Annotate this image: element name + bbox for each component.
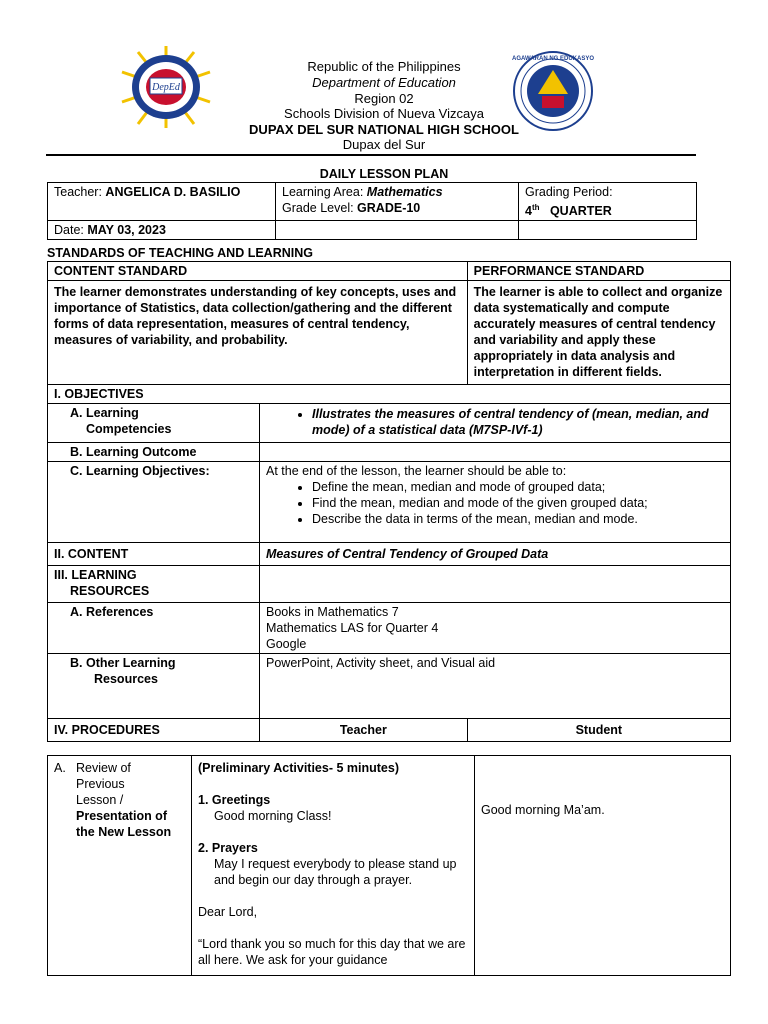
competencies-text: • Illustrates the measures of central tendency of (mean, median, and mode) of a statistical data (M7SP-IVf-1) [260,404,731,443]
references-label: A. References [48,603,260,654]
content-standard-text: The learner demonstrates understanding of key concepts, uses and importance of Statistics, data collection/gathering and the different forms of data representation, measures of central tendency, measures of variability, and probability. [48,281,468,385]
procedures-table [47,755,731,976]
other-resources-text: PowerPoint, Activity sheet, and Visual aid [260,654,731,719]
header-department: Department of Education [312,75,456,90]
empty-cell [276,221,519,240]
reference-item: Google [266,637,307,651]
header-town: Dupax del Sur [342,137,426,152]
svg-text:KAGAWARAN NG EDUKASYON: KAGAWARAN NG EDUKASYON [512,56,594,62]
prayer-quote: “Lord thank you so much for this day that we are all here. We ask for your guidance [198,937,466,967]
teacher-cell: Teacher: ANGELICA D. BASILIO [48,183,276,221]
content-label: II. CONTENT [48,543,260,566]
header-region: Region 02 [354,91,414,106]
dear-lord: Dear Lord, [198,905,258,919]
resources-empty [260,566,731,603]
outcome-text [260,443,731,462]
header-school: DUPAX DEL SUR NATIONAL HIGH SCHOOL [249,122,519,137]
performance-standard-label: PERFORMANCE STANDARD [467,262,730,281]
content-text: Measures of Central Tendency of Grouped Data [260,543,731,566]
reference-item: Mathematics LAS for Quarter 4 [266,621,439,635]
empty-cell [519,221,697,240]
teacher-column-header: Teacher [260,719,468,742]
prayer-request: May I request everybody to please stand up and begin our day through a prayer. [214,857,457,887]
review-label: A. Review of Previous Lesson / Presentation of the New Lesson [48,756,192,976]
standards-heading: STANDARDS OF TEACHING AND LEARNING [47,246,313,260]
date-cell: Date: MAY 03, 2023 [48,221,276,240]
svg-text:DepEd: DepEd [152,82,180,93]
content-standard-label: CONTENT STANDARD [48,262,468,281]
outcome-label: B. Learning Outcome [48,443,260,462]
objective-item: • Describe the data in terms of the mean, median and mode. [312,511,724,527]
student-column-header: Student [467,719,730,742]
student-greeting: Good morning Ma’am. [481,803,605,817]
header-republic: Republic of the Philippines [307,59,461,74]
preliminary-heading: (Preliminary Activities- 5 minutes) [198,761,399,775]
info-table [47,182,697,240]
period-cell: Grading Period: 4th QUARTER [519,183,697,221]
teacher-greeting: Good morning Class! [214,809,332,823]
objectives-heading: I. OBJECTIVES [48,385,731,404]
area-cell: Learning Area: Mathematics Grade Level: GRADE-10 [276,183,519,221]
objective-item: • Define the mean, median and mode of grouped data; [312,479,724,495]
other-resources-label: B. Other Learning Resources [48,654,260,719]
performance-standard-text: The learner is able to collect and organize data systematically and compute accurately measures of central tendency and variability and apply these appropriately in data analysis and interpretation in different fields. [467,281,730,385]
teacher-activity-cell: (Preliminary Activities- 5 minutes) 1. Greetings Good morning Class! 2. Prayers May I request everybody to please stand up and begin our day through a prayer. Dear Lord, “Lord thank you so much for this day that we are all here. We ask for your guidance [192,756,475,976]
competencies-label: A. Learning Competencies [48,404,260,443]
student-response-cell [475,756,731,976]
header-division: Schools Division of Nueva Vizcaya [284,106,484,121]
page-title: DAILY LESSON PLAN [319,167,449,181]
references-cell [260,603,731,654]
resources-label: III. LEARNING RESOURCES [48,566,260,603]
reference-item: Books in Mathematics 7 [266,605,399,619]
objective-item: • Find the mean, median and mode of the given grouped data; [312,495,724,511]
procedures-label: IV. PROCEDURES [48,719,260,742]
objectives-intro: At the end of the lesson, the learner should be able to: [266,464,567,478]
header-rule [46,154,696,156]
lesson-table [47,261,731,742]
learning-objectives-label: C. Learning Objectives: [48,462,260,543]
learning-objectives-cell [260,462,731,543]
